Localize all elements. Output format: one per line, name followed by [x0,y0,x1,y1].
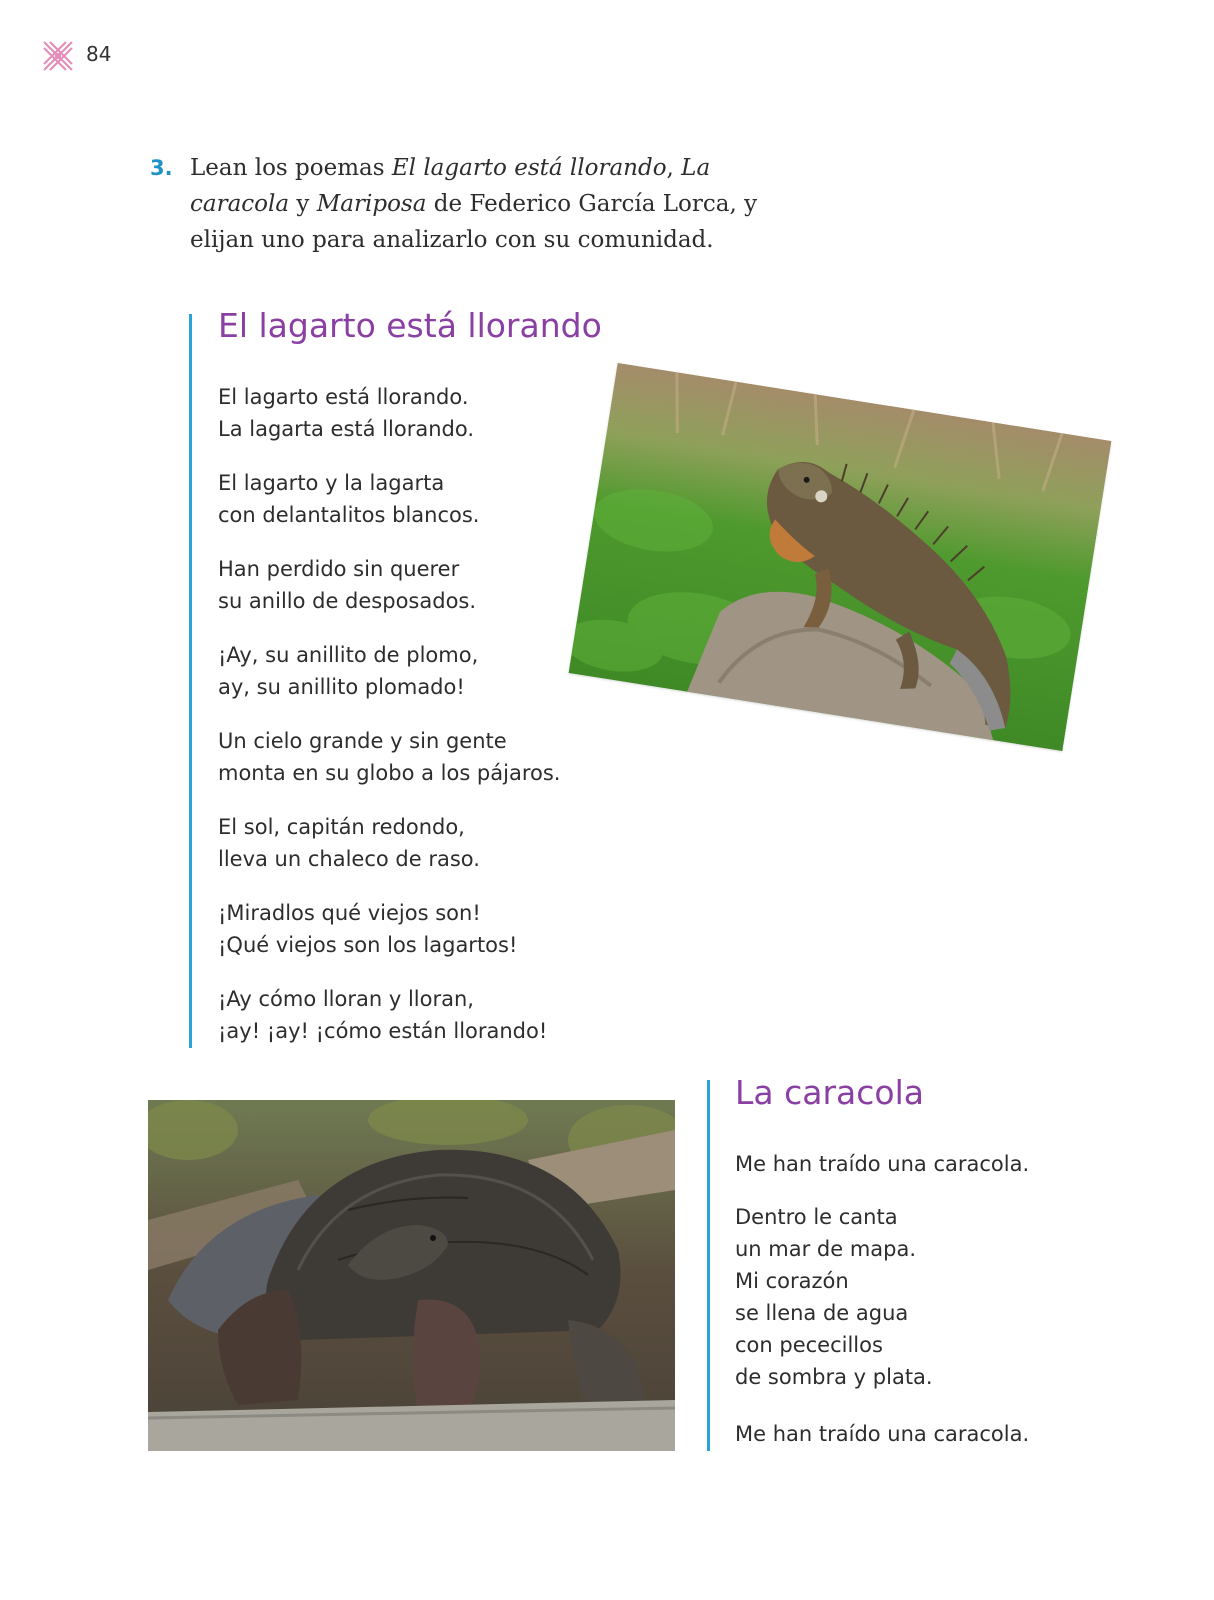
poem-line: El sol, capitán redondo, [218,815,465,839]
poem-line: ¡Ay cómo lloran y lloran, [218,987,474,1011]
stanza [218,811,480,875]
poem-line: con pececillos [735,1333,883,1357]
poem-line: lleva un chaleco de raso. [218,847,480,871]
stanza [735,1418,1029,1450]
poem-accent-bar [707,1080,710,1451]
poem-line: ¡Miradlos qué viejos son! [218,901,481,925]
poem-line: Un cielo grande y sin gente [218,729,507,753]
tortoise-photo [148,1100,675,1451]
instruction-segment: Lean los poemas [190,155,392,181]
stanza [218,381,474,445]
poem-line: El lagarto está llorando. [218,385,469,409]
poem-line: de sombra y plata. [735,1365,933,1389]
poem-reference: El lagarto está llorando [391,155,667,181]
stanza [218,639,478,703]
stanza [218,897,517,961]
decorative-cross-icon [40,38,76,74]
iguana-photo [569,363,1112,751]
stanza [735,1148,1029,1180]
poem-line: ¡Qué viejos son los lagartos! [218,933,518,957]
poem-line: Me han traído una caracola. [735,1422,1030,1446]
poem-title: La caracola [735,1073,924,1112]
instruction-segment: , [666,155,682,181]
stanza [735,1201,933,1393]
poem-line: ay, su anillito plomado! [218,675,465,699]
poem-line: El lagarto y la lagarta [218,471,445,495]
poem-line: La lagarta está llorando. [218,417,475,441]
instruction-text [190,150,790,258]
poem-reference: La caracola [190,155,711,217]
instruction-segment: de Federico García Lorca, y elijan uno para analizarlo con su comunidad. [190,191,758,253]
stanza [218,983,547,1047]
poem-line: un mar de mapa. [735,1237,917,1261]
poem-line: su anillo de desposados. [218,589,477,613]
poem-line: Me han traído una caracola. [735,1152,1030,1176]
stanza [218,725,560,789]
poem-line: se llena de agua [735,1301,909,1325]
poem-line: Dentro le canta [735,1205,898,1229]
poem-line: ¡ay! ¡ay! ¡cómo están llorando! [218,1019,548,1043]
page-number: 84 [86,42,112,66]
poem-line: ¡Ay, su anillito de plomo, [218,643,479,667]
poem-title: El lagarto está llorando [218,306,602,345]
stanza [218,467,479,531]
instruction-segment: y [289,191,317,217]
poem-reference: Mariposa [316,191,427,217]
poem-line: con delantalitos blancos. [218,503,480,527]
instruction [150,150,790,258]
stanza [218,553,476,617]
poem-accent-bar [189,314,192,1048]
poem-line: monta en su globo a los pájaros. [218,761,561,785]
poem-line: Han perdido sin querer [218,557,460,581]
poem-line: Mi corazón [735,1269,849,1293]
instruction-number: 3. [150,156,173,180]
